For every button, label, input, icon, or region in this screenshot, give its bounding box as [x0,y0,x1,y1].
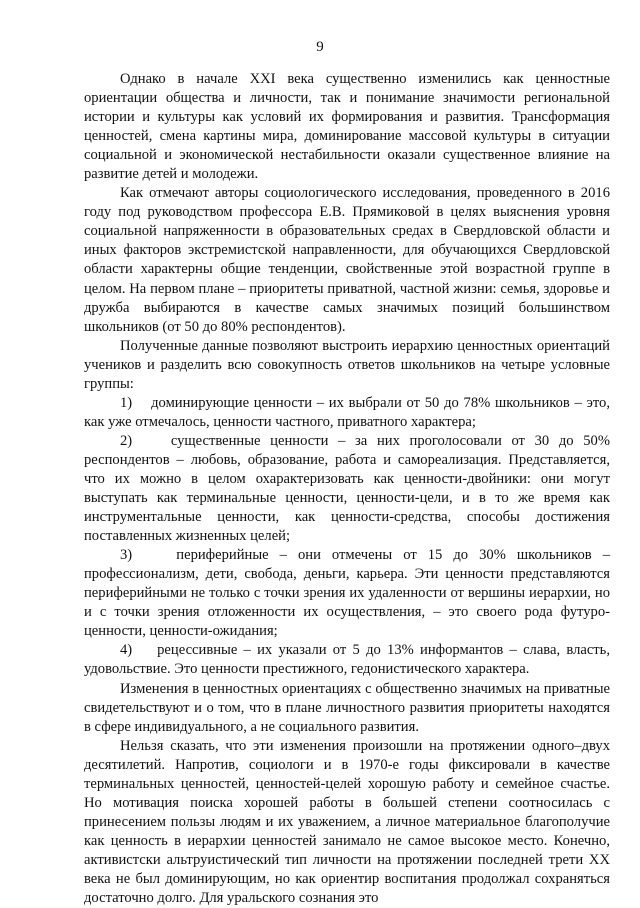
paragraph-1: Однако в начале XXI века существенно изменились как ценностные ориентации общества и личности, так и понимание значимости региональной истории и культуры как условий их формирования и развития. Трансформация ценностей, смена картины мира, доминирование массовой культуры в ситуации социальной и экономической нестабильности оказали существенное влияние на развитие детей и молодежи. [84,71,610,183]
list-item-4: 4) рецессивные – их указали от 5 до 13% информантов – слава, власть, удовольствие. Это ценности престижного, гедонистического характера. [84,642,614,678]
list-item-1: 1) доминирующие ценности – их выбрали от 50 до 78% школьников – это, как уже отмечалось, ценности частного, приватного характера; [84,394,614,430]
document-body [84,70,614,908]
list-item-3: 3) периферийные – они отмечены от 15 до 30% школьников – профессионализм, дети, свобода, деньги, карьера. Эти ценности представляются периферийными не только с точки зрения их удаленности от вершины иерархии, но и с точки зрения отложенности их осуществления, – это своего рода футуро-ценности, ценности-ожидания; [84,547,614,640]
page-number: 9 [316,39,324,55]
paragraph-3: Полученные данные позволяют выстроить иерархию ценностных ориентаций учеников и разделить всю совокупность ответов школьников на четыре условные группы: [84,337,610,392]
paragraph-5: Нельзя сказать, что эти изменения произошли на протяжении одного–двух десятилетий. Напротив, социологи и в 1970-е годы фиксировали в качестве терминальных ценностей, ценностей-целей хорошую работу и семейное счастье. Но мотивация поиска хорошей работы в большей степени соотносилась с принесением пользы людям и их уважением, а личное материальное благополучие как ценность в иерархии ценностей занимало не самое высокое место. Конечно, активистски альтруистический тип личности на протяжении последней трети ХХ века не был доминирующим, но как ориентир воспитания продолжал сохраняться достаточно долго. Для уральского сознания это [84,737,610,907]
paragraph-2: Как отмечают авторы социологического исследования, проведенного в 2016 году под руководством профессора Е.В. Прямиковой в целях выяснения уровня социальной напряженности в образовательных средах в Свердловской области и иных факторов экстремистской направленности, для обучающихся Свердловской области характерны общие тенденции, свойственные этой возрастной группе в целом. На первом плане – приоритеты приватной, частной жизни: семья, здоровье и дружба выбираются в качестве самых значимых позиций большинством школьников (от 50 до 80% респондентов). [84,185,610,335]
list-item-2: 2) существенные ценности – за них проголосовали от 30 до 50% респондентов – любовь, образование, работа и самореализация. Представляется, что их можно в целом охарактеризовать как ценности-двойники: они могут выступать как терминальные ценности, ценности-цели, и в то же время как инструментальные ценности, как ценности-средства, способы достижения поставленных жизненных целей; [84,432,614,545]
paragraph-4: Изменения в ценностных ориентациях с общественно значимых на приватные свидетельствуют и о том, что в плане личностного развития приоритеты находятся в сфере индивидуального, а не социального развития. [84,680,610,735]
